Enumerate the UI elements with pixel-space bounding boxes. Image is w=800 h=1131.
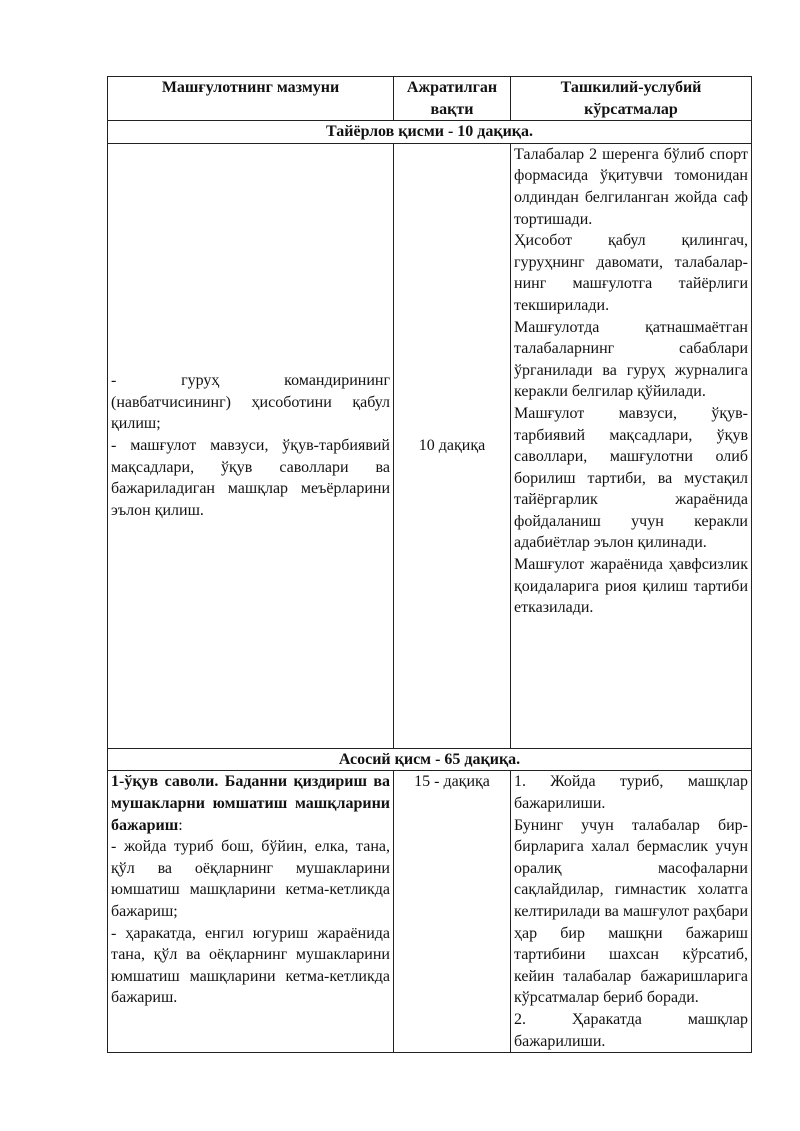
question-heading [111,771,390,836]
preparatory-guidance-item: Машғулот мавзуси, ўқув-тарбиявий мақсадлари, ўқув саволлари, машғулотни олиб борилиш тартиби, ва мустақил тайёргарлик жараёнида фойдаланиш учун керакли адабиётлар эълон қилинади. [514,404,748,552]
preparatory-content-cell [108,143,394,748]
lesson-plan-table [107,76,752,1053]
preparatory-guidance-item: Машғулотда қатнашмаётган талабаларнинг сабаблари ўрганилади ва гуруҳ журналига керакли белгилар қўйилади. [514,318,748,401]
section-title-main: Асосий қисм - 65 дақиқа. [108,748,752,771]
preparatory-guidance-item: Талабалар 2 шеренга бўлиб спорт формасида ўқитувчи томонидан олдиндан белгиланган жойда саф тортишади. [514,145,748,228]
main-guidance-item: Бунинг учун талабалар бир-бирларига халал бермаслик учун оралиқ масофаларни сақлайдилар, гимнастик холатга келтирилади ва машғулот раҳбари ҳар бир машқни бажариш тартибини шахсан кўрсатиб, кейин талабалар бажаришларига кўрсатмалар бериб боради. [514,816,748,1007]
main-content-item: - жойда туриб бош, бўйин, елка, тана, қўл ва оёқларнинг мушакларини юмшатиш машқларини кетма-кетликда бажариш; [111,838,390,920]
preparatory-content-item: - машғулот мавзуси, ўқув-тарбиявий мақсадлари, ўқув саволлари ва бажариладиган машқлар меъёрларини эълон қилиш. [111,436,390,519]
header-content: Машғулотнинг мазмуни [108,77,394,121]
main-content-item: - ҳаракатда, енгил югуриш жараёнида тана, қўл ва оёқларнинг мушакларини юмшатиш машқларини кетма-кетликда бажариш. [111,924,390,1007]
header-time: Ажратилган вақти [394,77,511,121]
preparatory-guidance-item: Машғулот жараёнида ҳавфсизлик қоидаларига риоя қилиш тартиби етказилади. [514,556,748,617]
main-row [108,771,752,1053]
preparatory-row [108,143,752,748]
main-guidance-cell [511,771,752,1053]
header-guidance: Ташкилий-услубий кўрсатмалар [511,77,752,121]
preparatory-guidance-cell [511,143,752,748]
section-title-preparatory: Тайёрлов қисми - 10 дақиқа. [108,121,752,144]
preparatory-time-cell: 10 дақиқа [394,143,511,748]
main-guidance-item: 1. Жойда туриб, машқлар бажарилиши. [514,773,748,812]
preparatory-content-item: - гуруҳ командирининг (навбатчисининг) ҳисоботини қабул қилиш; [111,372,390,433]
main-time-cell: 15 - дақиқа [394,771,511,1053]
main-content-cell [108,771,394,1053]
section-row-preparatory [108,121,752,144]
preparatory-guidance-item: Ҳисобот қабул қилингач, гуруҳнинг давомати, талабалар-нинг машғулотга тайёрлиги текширилади. [514,232,748,314]
section-row-main [108,748,752,771]
main-guidance-item: 2. Ҳаракатда машқлар бажарилиши. [514,1010,748,1050]
header-row [108,77,752,121]
question-title: 1-ўқув саволи. Баданни қиздириш ва мушакларни юмшатиш машқларини бажариш [111,773,390,834]
question-colon: : [178,816,183,834]
